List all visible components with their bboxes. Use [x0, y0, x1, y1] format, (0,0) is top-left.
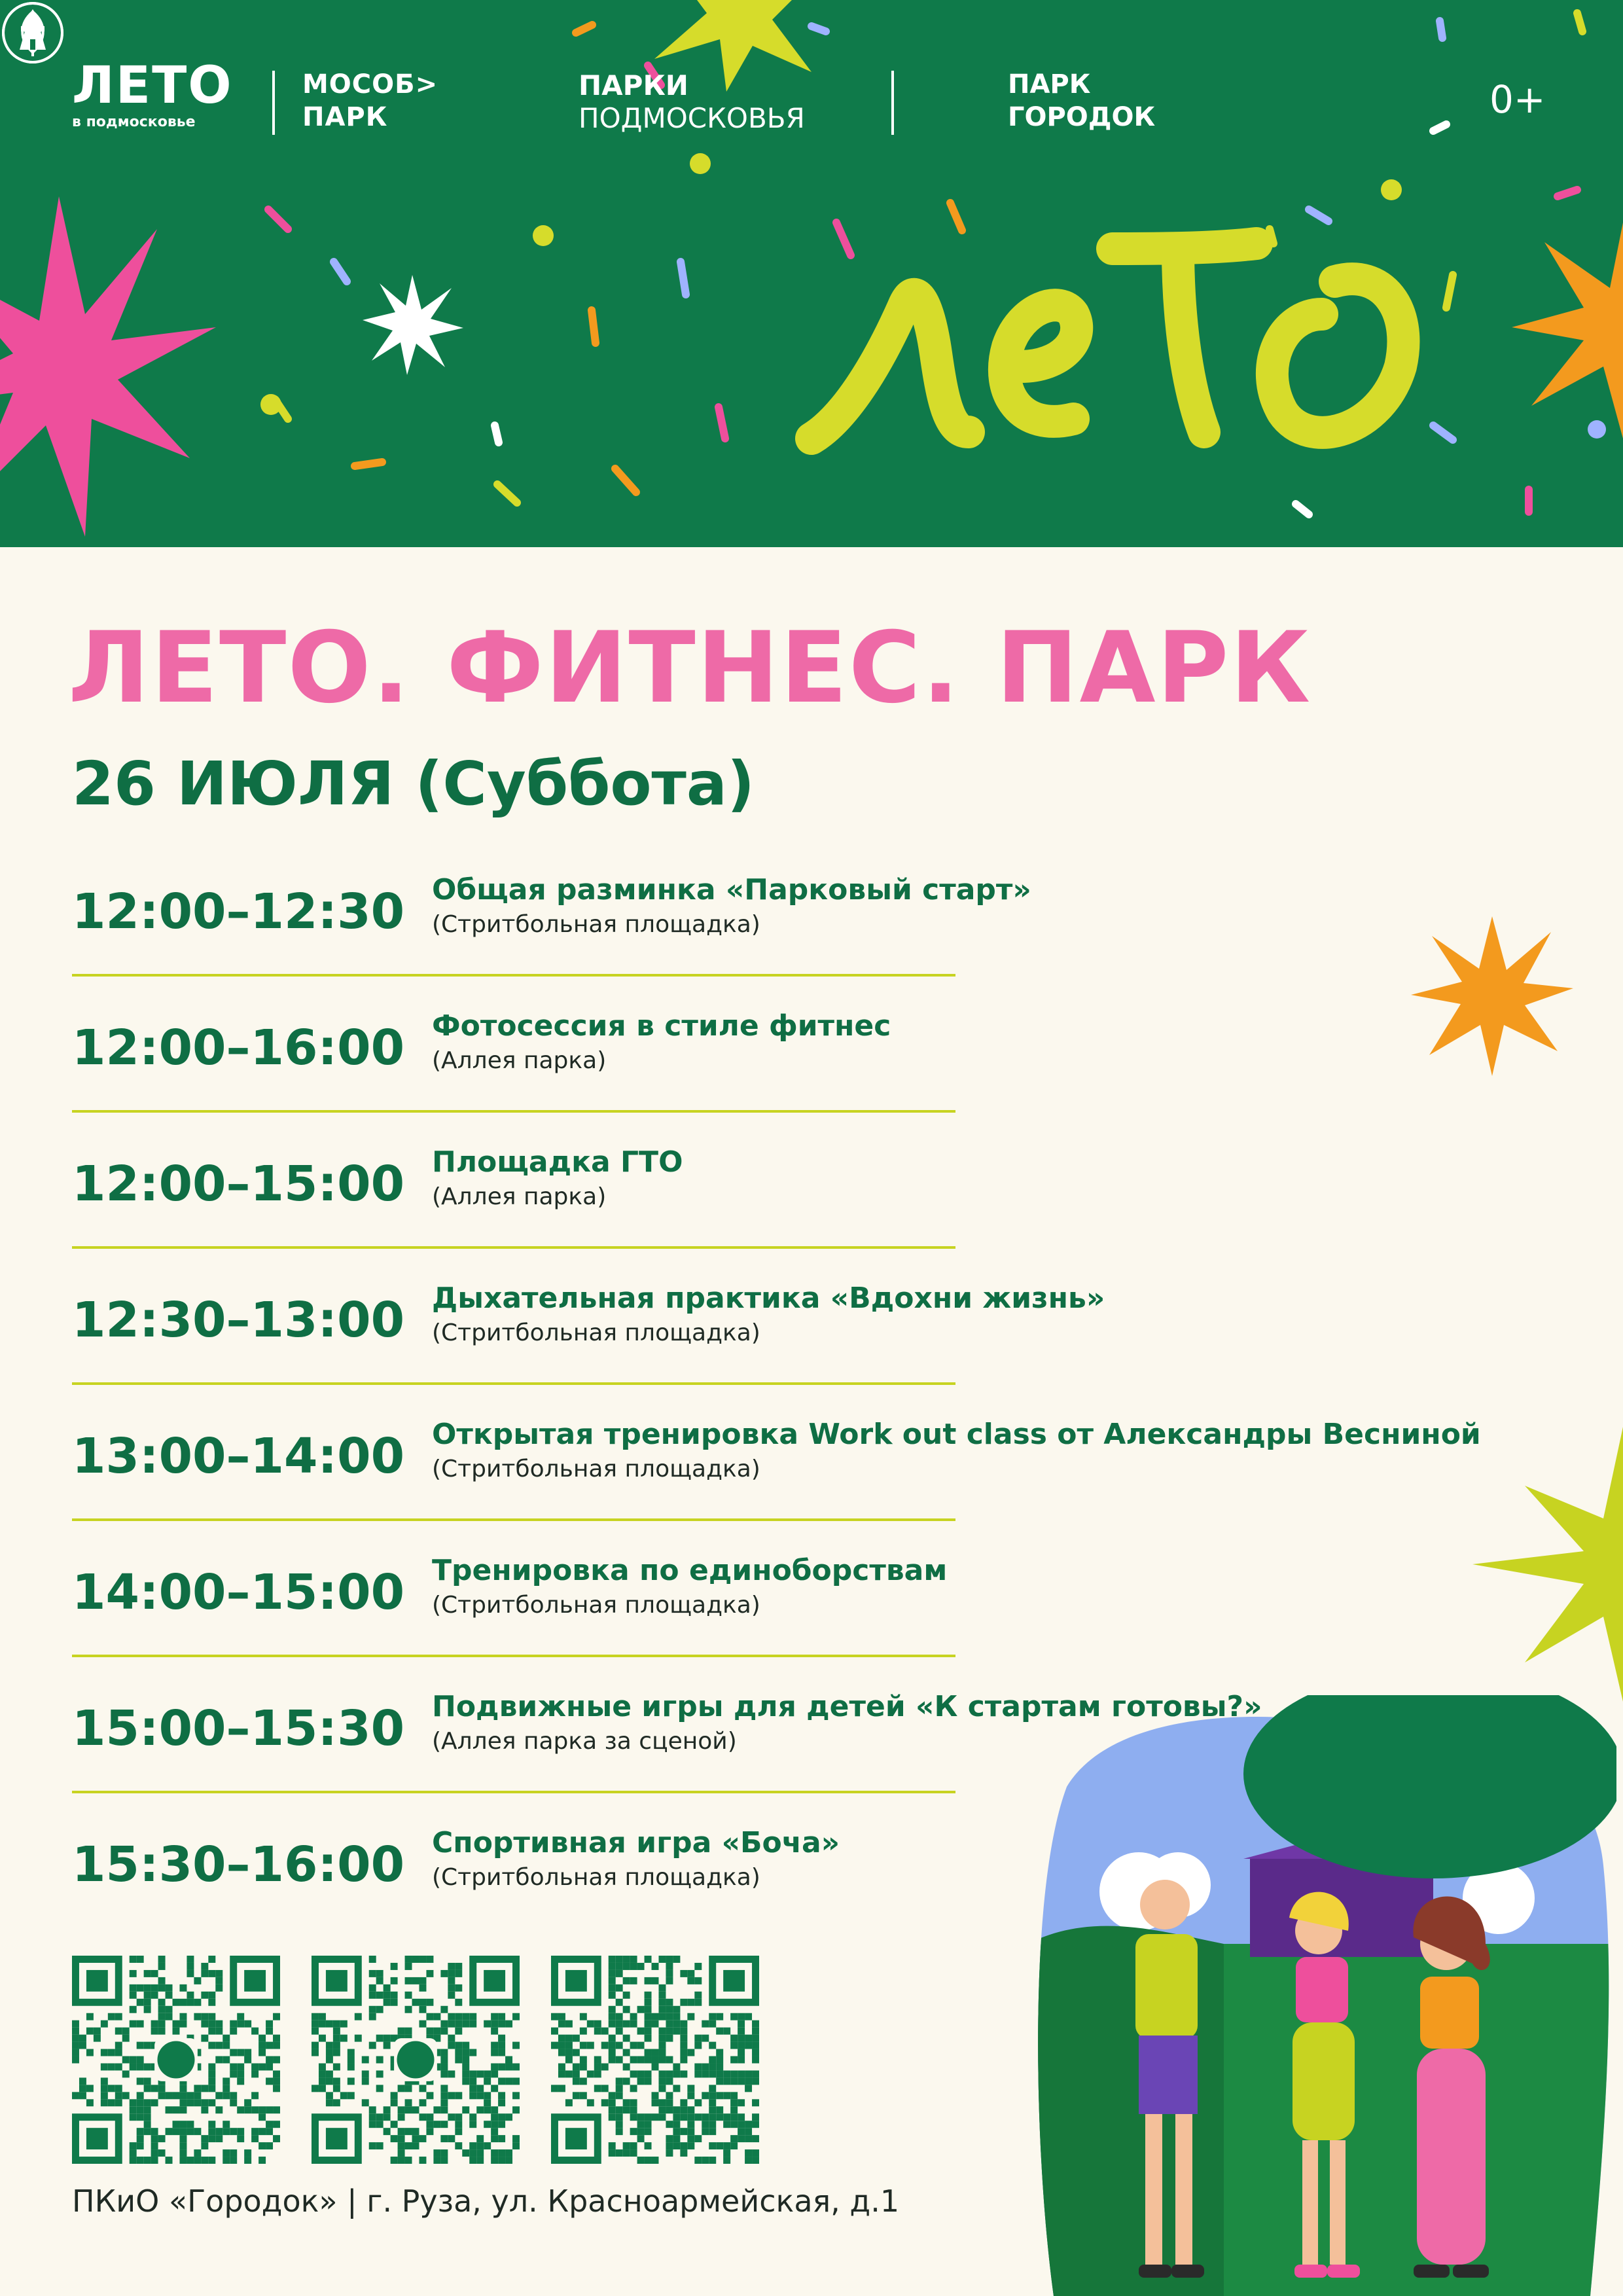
leto-logo-text: ЛЕТО — [72, 56, 233, 115]
qr-code-telegram[interactable] — [72, 1956, 280, 2164]
mosobpark-logo-line2: ПАРК — [302, 102, 388, 132]
hero-lettering — [812, 243, 1403, 439]
logo-divider — [272, 71, 275, 135]
row-divider — [72, 1655, 955, 1657]
vk-icon — [397, 2041, 434, 2078]
row-divider — [72, 1791, 955, 1793]
schedule-time: 15:00–15:30 — [72, 1700, 405, 1757]
schedule-activity: Дыхательная практика «Вдохни жизнь» — [432, 1282, 1105, 1315]
event-title: ЛЕТО. ФИТНЕС. ПАРК — [68, 611, 1312, 725]
gorodok-logo-line1: ПАРК — [1008, 69, 1091, 99]
schedule-activity: Общая разминка «Парковый старт» — [432, 873, 1031, 906]
schedule-location: (Аллея парка) — [432, 1047, 607, 1074]
row-divider — [72, 1382, 955, 1385]
person-right — [1413, 1897, 1489, 2278]
leto-logo[interactable] — [72, 56, 233, 130]
schedule-location: (Стритбольная площадка) — [432, 1592, 760, 1619]
age-rating-badge: 0+ — [1489, 77, 1546, 122]
park-gorodok-logo[interactable] — [1008, 68, 1155, 134]
pink-burst — [0, 196, 216, 537]
event-date: 26 ИЮЛЯ (Суббота) — [72, 749, 755, 819]
telegram-icon — [157, 2041, 194, 2078]
schedule-time: 13:00–14:00 — [72, 1428, 405, 1484]
schedule-location: (Аллея парка за сценой) — [432, 1728, 737, 1755]
schedule-time: 12:00–15:00 — [72, 1156, 405, 1212]
schedule-activity: Открытая тренировка Work out class от Александры Весниной — [432, 1418, 1481, 1451]
row-divider — [72, 1518, 955, 1521]
row-divider — [72, 974, 955, 977]
schedule-activity: Подвижные игры для детей «К стартам готовы?» — [432, 1690, 1262, 1723]
schedule-location: (Стритбольная площадка) — [432, 1864, 760, 1891]
mosobpark-logo[interactable] — [302, 68, 438, 134]
schedule-row — [72, 1136, 1577, 1272]
venue-address: ПКиО «Городок» | г. Руза, ул. Красноармейская, д.1 — [72, 2183, 900, 2219]
logo-divider — [891, 71, 894, 135]
schedule-activity: Фотосессия в стиле фитнес — [432, 1009, 891, 1043]
schedule-row — [72, 864, 1577, 1000]
row-divider — [72, 1110, 955, 1113]
schedule-time: 15:30–16:00 — [72, 1837, 405, 1893]
fitness-people-illustration — [1027, 1695, 1616, 2296]
schedule-time: 14:00–15:00 — [72, 1564, 405, 1621]
schedule-row — [72, 1545, 1577, 1681]
schedule-time: 12:00–16:00 — [72, 1020, 405, 1076]
qr-code-website[interactable] — [551, 1956, 759, 2164]
parks-podmoskovya-logo[interactable] — [579, 69, 805, 135]
schedule-time: 12:00–12:30 — [72, 884, 405, 940]
schedule-row — [72, 1000, 1577, 1136]
row-divider — [72, 1246, 955, 1249]
schedule-location: (Стритбольная площадка) — [432, 911, 760, 938]
schedule-location: (Аллея парка) — [432, 1183, 607, 1210]
white-star — [363, 275, 463, 375]
parks-logo-line1: ПАРКИ — [579, 69, 688, 101]
schedule-activity: Спортивная игра «Боча» — [432, 1826, 840, 1859]
gorodok-logo-line2: ГОРОДОК — [1008, 102, 1156, 132]
leto-logo-subtext: в подмосковье — [72, 114, 196, 130]
orange-burst — [1512, 223, 1623, 439]
qr-code-vk[interactable] — [312, 1956, 520, 2164]
schedule-location: (Стритбольная площадка) — [432, 1319, 760, 1346]
schedule-row — [72, 1272, 1577, 1408]
schedule-activity: Тренировка по единоборствам — [432, 1554, 948, 1587]
tower-icon — [0, 0, 65, 65]
header-banner — [0, 0, 1623, 547]
schedule-row — [72, 1408, 1577, 1545]
schedule-time: 12:30–13:00 — [72, 1292, 405, 1348]
confetti-decoration — [0, 0, 1623, 547]
schedule-activity: Площадка ГТО — [432, 1145, 683, 1179]
mosobpark-logo-line1: МОСОБ> — [302, 69, 438, 99]
parks-logo-line2: ПОДМОСКОВЬЯ — [579, 102, 805, 134]
schedule-location: (Стритбольная площадка) — [432, 1456, 760, 1482]
